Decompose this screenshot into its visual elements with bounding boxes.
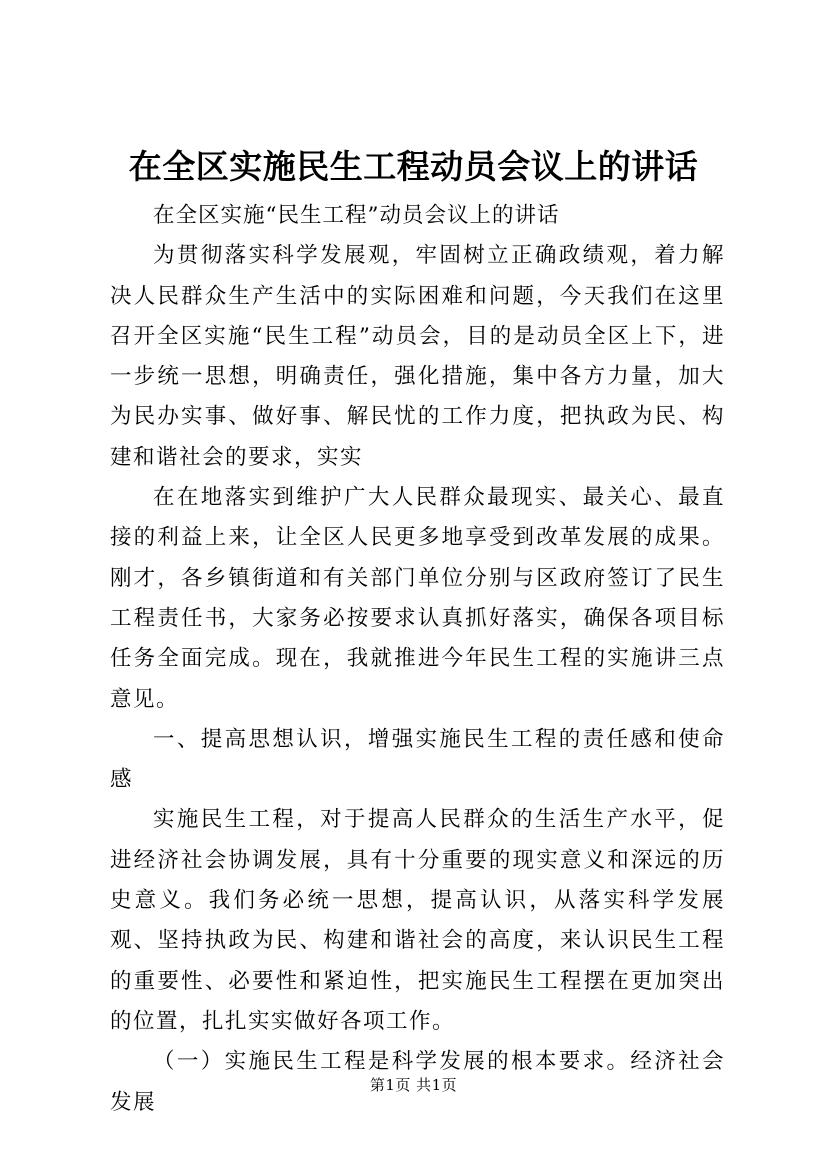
- section-heading-1: 一、提高思想认识，增强实施民生工程的责任感和使命感: [110, 726, 725, 793]
- page-number-footer: 第1页 共1页: [369, 1076, 458, 1094]
- document-title: 在全区实施民生工程动员会议上的讲话: [128, 147, 699, 186]
- paragraph-continuation: 在在地落实到维护广大人民群众最现实、最关心、最直接的利益上来，让全区人民更多地享受到改革发展的成果。刚才，各乡镇街道和有关部门单位分别与区政府签订了民生工程责任书，大家务必按要求认真抓好落实，确保各项目标任务全面完成。现在，我就推进今年民生工程的实施讲三点意见。: [110, 485, 725, 712]
- subsection-heading-1: （一）实施民生工程是科学发展的根本要求。经济社会发展: [110, 1049, 725, 1115]
- document-subtitle: 在全区实施“民生工程”动员会议上的讲话: [153, 203, 560, 228]
- document-body: [110, 196, 725, 1123]
- paragraph-intro: 为贯彻落实科学发展观，牢固树立正确政绩观，着力解决人民群众生产生活中的实际困难和问题，今天我们在这里召开全区实施“民生工程”动员会，目的是动员全区上下，进一步统一思想，明确责任，强化措施，集中各方力量，加大为民办实事、做好事、解民忧的工作力度，把执政为民、构建和谐社会的要求，实实: [110, 243, 725, 470]
- paragraph-section-1: 实施民生工程，对于提高人民群众的生活生产水平，促进经济社会协调发展，具有十分重要的现实意义和深远的历史意义。我们务必统一思想，提高认识，从落实科学发展观、坚持执政为民、构建和谐社会的高度，来认识民生工程的重要性、必要性和紧迫性，把实施民生工程摆在更加突出的位置，扎扎实实做好各项工作。: [110, 807, 725, 1034]
